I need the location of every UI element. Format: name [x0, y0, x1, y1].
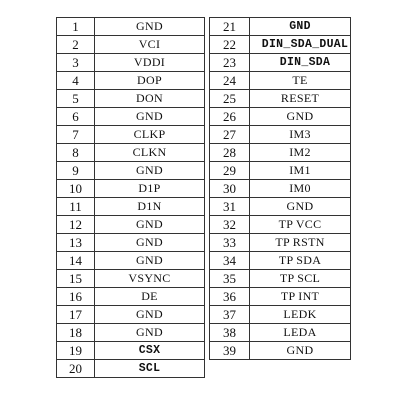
- pin-number: 36: [210, 288, 250, 306]
- pin-name: GND: [250, 198, 351, 216]
- pin-row: [210, 90, 351, 108]
- pin-number: 13: [57, 234, 95, 252]
- pin-name: CLKP: [95, 126, 205, 144]
- pin-name: LEDK: [250, 306, 351, 324]
- pin-name: DOP: [95, 72, 205, 90]
- pin-row: [210, 126, 351, 144]
- pin-name: TP INT: [250, 288, 351, 306]
- pin-row: [57, 198, 205, 216]
- pin-number: 18: [57, 324, 95, 342]
- pin-row: [210, 54, 351, 72]
- pin-name: GND: [95, 18, 205, 36]
- pin-table-right: [209, 17, 351, 360]
- pin-row: [57, 342, 205, 360]
- pin-row: [57, 144, 205, 162]
- pin-row: [57, 216, 205, 234]
- pin-name: DIN_SDA: [250, 54, 351, 72]
- pin-name: D1N: [95, 198, 205, 216]
- pin-number: 23: [210, 54, 250, 72]
- pin-row: [57, 306, 205, 324]
- pin-number: 30: [210, 180, 250, 198]
- pin-number: 34: [210, 252, 250, 270]
- pin-name: IM2: [250, 144, 351, 162]
- pin-number: 37: [210, 306, 250, 324]
- pin-row: [210, 198, 351, 216]
- pin-name: TP VCC: [250, 216, 351, 234]
- pin-name: VCI: [95, 36, 205, 54]
- pin-number: 17: [57, 306, 95, 324]
- pin-row: [57, 108, 205, 126]
- pin-row: [57, 90, 205, 108]
- pin-name: IM1: [250, 162, 351, 180]
- pin-number: 33: [210, 234, 250, 252]
- pin-number: 24: [210, 72, 250, 90]
- pin-number: 3: [57, 54, 95, 72]
- pin-row: [57, 72, 205, 90]
- pin-number: 6: [57, 108, 95, 126]
- pin-number: 28: [210, 144, 250, 162]
- pin-name: DE: [95, 288, 205, 306]
- pin-number: 31: [210, 198, 250, 216]
- pin-row: [210, 270, 351, 288]
- pin-number: 19: [57, 342, 95, 360]
- pin-row: [210, 162, 351, 180]
- pin-name: IM3: [250, 126, 351, 144]
- pin-number: 25: [210, 90, 250, 108]
- pin-name: LEDA: [250, 324, 351, 342]
- pin-number: 4: [57, 72, 95, 90]
- pin-row: [210, 36, 351, 54]
- pin-row: [210, 72, 351, 90]
- pin-name: DON: [95, 90, 205, 108]
- pin-row: [57, 360, 205, 378]
- pin-row: [57, 36, 205, 54]
- pin-row: [57, 270, 205, 288]
- pin-name: VSYNC: [95, 270, 205, 288]
- pin-row: [210, 252, 351, 270]
- pin-number: 32: [210, 216, 250, 234]
- pin-row: [210, 18, 351, 36]
- pin-number: 27: [210, 126, 250, 144]
- pin-name: GND: [95, 108, 205, 126]
- pin-row: [210, 324, 351, 342]
- pin-name: TP SCL: [250, 270, 351, 288]
- pin-name: GND: [95, 252, 205, 270]
- pin-number: 39: [210, 342, 250, 360]
- pin-number: 20: [57, 360, 95, 378]
- pin-row: [57, 18, 205, 36]
- pin-name: GND: [250, 108, 351, 126]
- pin-row: [57, 324, 205, 342]
- pin-name: TP RSTN: [250, 234, 351, 252]
- pin-name: GND: [250, 18, 351, 36]
- pin-row: [57, 162, 205, 180]
- pin-name: GND: [95, 234, 205, 252]
- pin-number: 14: [57, 252, 95, 270]
- pin-name: D1P: [95, 180, 205, 198]
- pin-row: [210, 306, 351, 324]
- pin-number: 26: [210, 108, 250, 126]
- pin-row: [210, 216, 351, 234]
- pin-number: 35: [210, 270, 250, 288]
- pin-name: IM0: [250, 180, 351, 198]
- pin-number: 15: [57, 270, 95, 288]
- pin-number: 11: [57, 198, 95, 216]
- pin-number: 22: [210, 36, 250, 54]
- pin-row: [57, 252, 205, 270]
- pin-number: 38: [210, 324, 250, 342]
- pin-name: TP SDA: [250, 252, 351, 270]
- pin-row: [210, 234, 351, 252]
- pin-row: [210, 144, 351, 162]
- pin-table-left: [56, 17, 205, 378]
- pin-row: [57, 126, 205, 144]
- pin-name: GND: [250, 342, 351, 360]
- pin-name: GND: [95, 162, 205, 180]
- pin-number: 2: [57, 36, 95, 54]
- pin-name: VDDI: [95, 54, 205, 72]
- pin-name: SCL: [95, 360, 205, 378]
- pin-row: [57, 288, 205, 306]
- pin-row: [57, 234, 205, 252]
- pin-name: GND: [95, 324, 205, 342]
- pin-row: [57, 54, 205, 72]
- pin-name: CLKN: [95, 144, 205, 162]
- pin-row: [210, 180, 351, 198]
- pin-row: [210, 342, 351, 360]
- pin-number: 1: [57, 18, 95, 36]
- pin-row: [57, 180, 205, 198]
- pin-number: 29: [210, 162, 250, 180]
- pin-number: 21: [210, 18, 250, 36]
- pin-number: 16: [57, 288, 95, 306]
- pin-name: DIN_SDA_DUAL: [250, 36, 351, 54]
- pin-number: 9: [57, 162, 95, 180]
- pin-number: 5: [57, 90, 95, 108]
- pin-name: GND: [95, 306, 205, 324]
- pin-row: [210, 108, 351, 126]
- pin-number: 8: [57, 144, 95, 162]
- pin-name: GND: [95, 216, 205, 234]
- pin-name: RESET: [250, 90, 351, 108]
- pin-number: 10: [57, 180, 95, 198]
- pin-number: 7: [57, 126, 95, 144]
- pin-number: 12: [57, 216, 95, 234]
- pin-row: [210, 288, 351, 306]
- pin-name: CSX: [95, 342, 205, 360]
- pin-name: TE: [250, 72, 351, 90]
